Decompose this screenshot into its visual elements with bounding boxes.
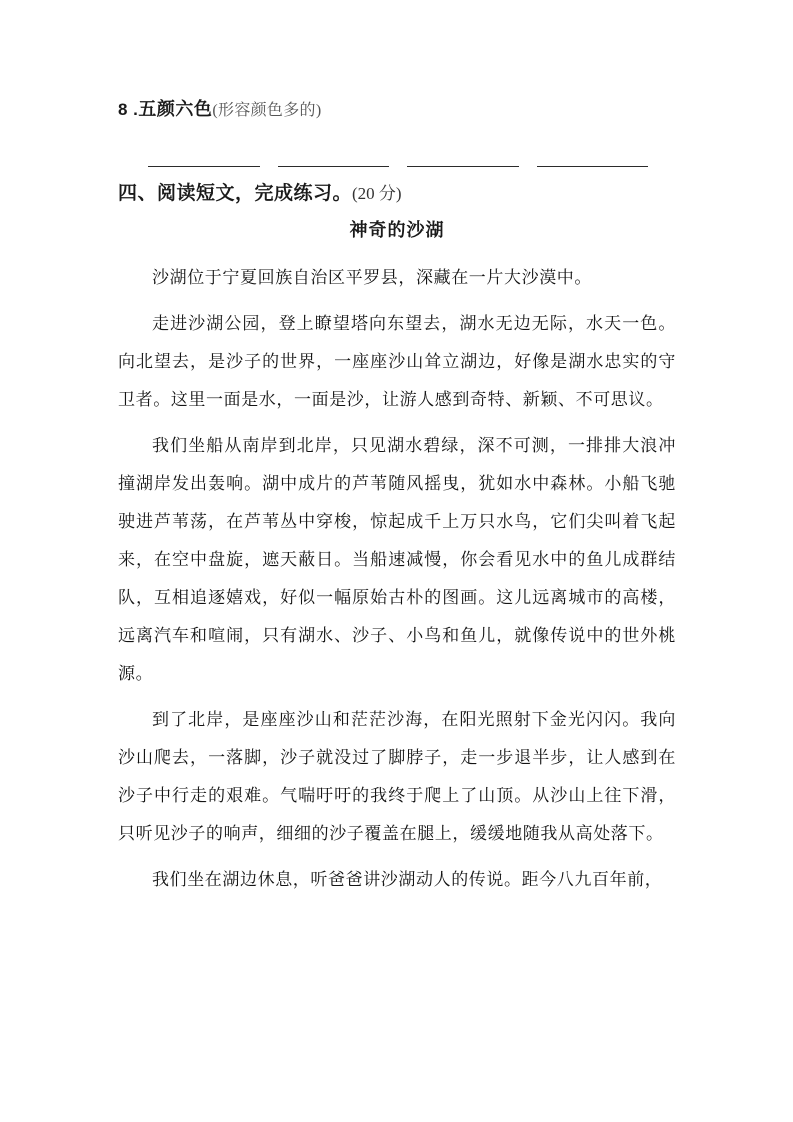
answer-blank-row xyxy=(148,150,648,172)
exercise-item-number: 8 . xyxy=(118,100,139,119)
page-title: 神奇的沙湖 xyxy=(349,220,445,240)
section-heading-text: 四、阅读短文，完成练习。 xyxy=(118,183,353,204)
section-score: (20 分) xyxy=(352,184,402,203)
passage-paragraph: 到了北岸，是座座沙山和茫茫沙海，在阳光照射下金光闪闪。我向沙山爬去，一落脚，沙子就没过了脚脖子，走一步退半步，让人感到在沙子中行走的艰难。气喘吁吁的我终于爬上了山顶。从沙山上往下滑，只听见沙子的响声，细细的沙子覆盖在腿上，缓缓地随我从高处落下。 xyxy=(118,710,676,844)
passage-paragraph: 我们坐在湖边休息，听爸爸讲沙湖动人的传说。距今八九百年前， xyxy=(152,870,663,890)
exercise-item-8 xyxy=(118,100,321,119)
exercise-item-word: 五颜六色 xyxy=(138,99,213,119)
answer-blank-2[interactable] xyxy=(278,150,390,167)
reading-passage xyxy=(118,218,676,899)
passage-paragraph: 沙湖位于宁夏回族自治区平罗县，深藏在一片大沙漠中。 xyxy=(152,268,592,288)
exercise-item-gloss: (形容颜色多的) xyxy=(212,102,322,119)
answer-blank-3[interactable] xyxy=(407,150,519,167)
passage-paragraph: 我们坐船从南岸到北岸，只见湖水碧绿，深不可测，一排排大浪冲撞湖岸发出轰响。湖中成片的芦苇随风摇曳，犹如水中森林。小船飞驰驶进芦苇荡，在芦苇丛中穿梭，惊起成千上万只水鸟，它们尖叫着飞起来，在空中盘旋，遮天蔽日。当船速减慢，你会看见水中的鱼儿成群结队，互相追逐嬉戏，好似一幅原始古朴的图画。这儿远离城市的高楼，远离汽车和喧闹，只有湖水、沙子、小鸟和鱼儿，就像传说中的世外桃源。 xyxy=(118,436,676,684)
section-heading xyxy=(118,184,402,203)
answer-blank-1[interactable] xyxy=(148,150,260,167)
passage-paragraph: 走进沙湖公园，登上瞭望塔向东望去，湖水无边无际，水天一色。向北望去，是沙子的世界，一座座沙山耸立湖边，好像是湖水忠实的守卫者。这里一面是水，一面是沙，让游人感到奇特、新颖、不可思议。 xyxy=(118,314,676,410)
answer-blank-4[interactable] xyxy=(537,150,649,167)
